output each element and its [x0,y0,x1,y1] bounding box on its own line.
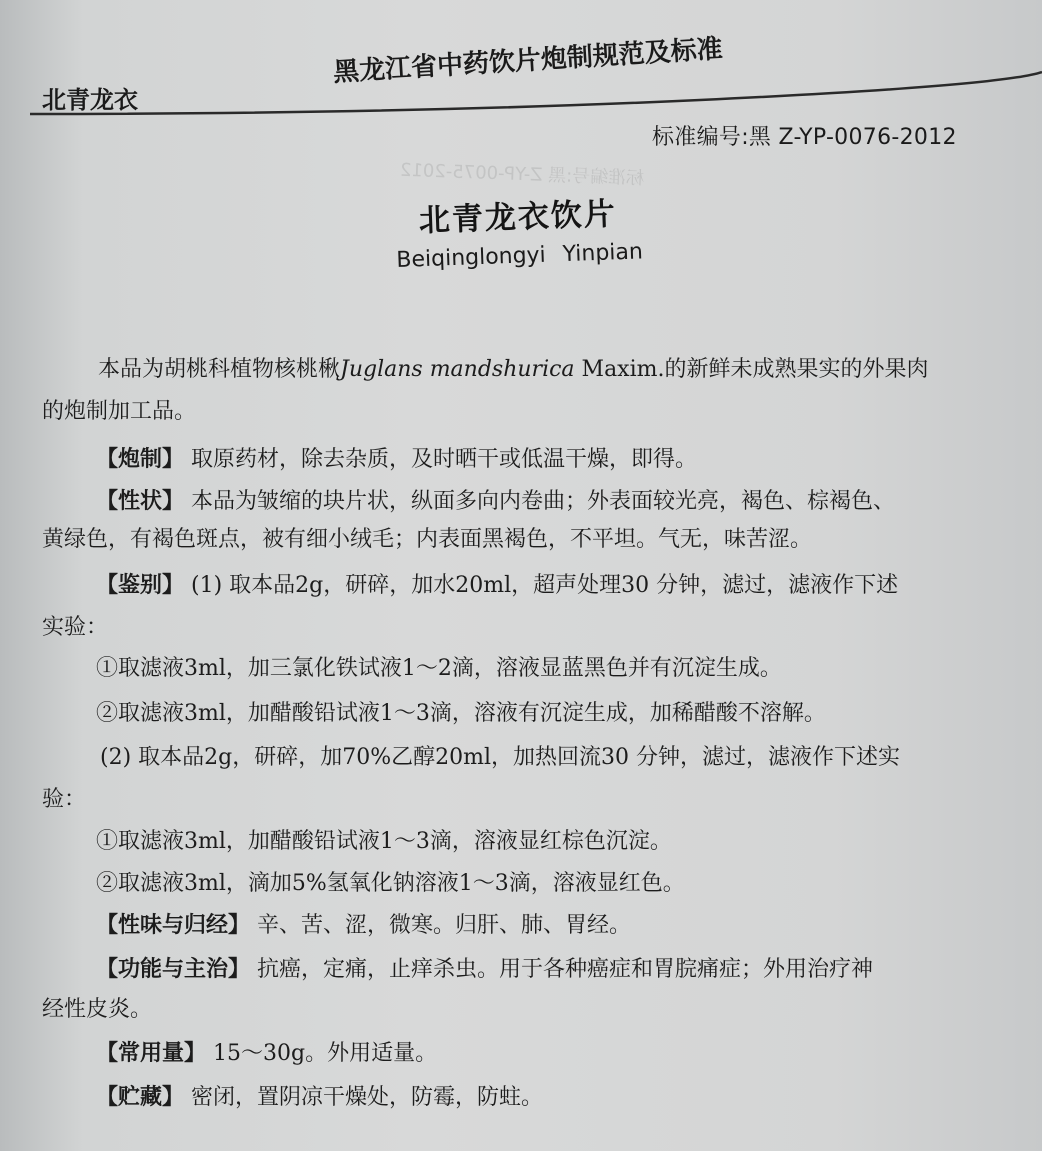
function-line-2: 经性皮炎。 [42,997,153,1022]
show-through-text: 标准编号:黑 Z-YP-0075-2012 [399,159,645,190]
intro-line-2: 的炮制加工品。 [42,399,197,424]
properties-text-1: 本品为皱缩的块片状，纵面多向内卷曲；外表面较光亮，褐色、棕褐色、 [191,489,896,514]
identification-line-1 [96,572,898,600]
function-text-1: 抗癌，定痛，止痒杀虫。用于各种癌症和胃脘痛症；外用治疗神 [257,957,874,982]
processing-label: 【炮制】 [96,447,185,472]
identification-test2-b: ②取滤液3ml，滴加5%氢氧化钠溶液1～3滴，溶液显红色。 [96,871,685,896]
latin-name: Juglans mandshurica [340,357,575,382]
storage-label: 【贮藏】 [96,1085,185,1110]
identification-test2-line1: (2) 取本品2g，研碎，加70%乙醇20ml，加热回流30 分钟，滤过，滤液作下述实 [100,745,901,770]
properties-line-2: 黄绿色，有褐色斑点，被有细小绒毛；内表面黑褐色，不平坦。气无，味苦涩。 [42,527,813,552]
properties-label: 【性状】 [96,489,185,514]
storage-text: 密闭，置阴凉干燥处，防霉，防蛀。 [191,1085,544,1110]
processing-line [96,446,697,474]
properties-line-1 [96,488,895,516]
storage-line [96,1084,543,1112]
identification-test1-a: ①取滤液3ml，加三氯化铁试液1～2滴，溶液显蓝黑色并有沉淀生成。 [96,656,782,681]
running-header-section: 北青龙衣 [42,86,138,114]
identification-test1-line2: 实验： [42,615,109,640]
function-line-1 [96,956,873,984]
standard-number: 标准编号:黑 Z-YP-0076-2012 [652,125,957,150]
running-header-book-title: 黑龙江省中药饮片炮制规范及标准 [332,34,724,88]
page-title: 北青龙衣饮片 [418,196,618,239]
nature-text: 辛、苦、涩，微寒。归肝、肺、胃经。 [257,913,632,938]
intro-text-b: Maxim.的新鲜未成熟果实的外果肉 [574,357,929,382]
nature-line [96,912,631,940]
function-label: 【功能与主治】 [96,957,251,982]
identification-test1-b: ②取滤液3ml，加醋酸铅试液1～3滴，溶液有沉淀生成，加稀醋酸不溶解。 [96,701,826,726]
intro-line-1 [98,356,928,384]
dosage-label: 【常用量】 [96,1041,207,1066]
identification-test2-a: ①取滤液3ml，加醋酸铅试液1～3滴，溶液显红棕色沉淀。 [96,829,672,854]
processing-text: 取原药材，除去杂质，及时晒干或低温干燥，即得。 [191,447,698,472]
dosage-line [96,1040,437,1068]
identification-label: 【鉴别】 [96,573,185,598]
page-subtitle-pinyin: Beiqinglongyi Yinpian [396,239,644,273]
identification-test2-line2: 验： [42,787,87,812]
nature-label: 【性味与归经】 [96,913,251,938]
intro-text-a: 本品为胡桃科植物核桃楸 [98,357,341,382]
identification-test1-line1: (1) 取本品2g，研碎，加水20ml，超声处理30 分钟，滤过，滤液作下述 [191,573,899,598]
dosage-text: 15～30g。外用适量。 [213,1041,438,1066]
